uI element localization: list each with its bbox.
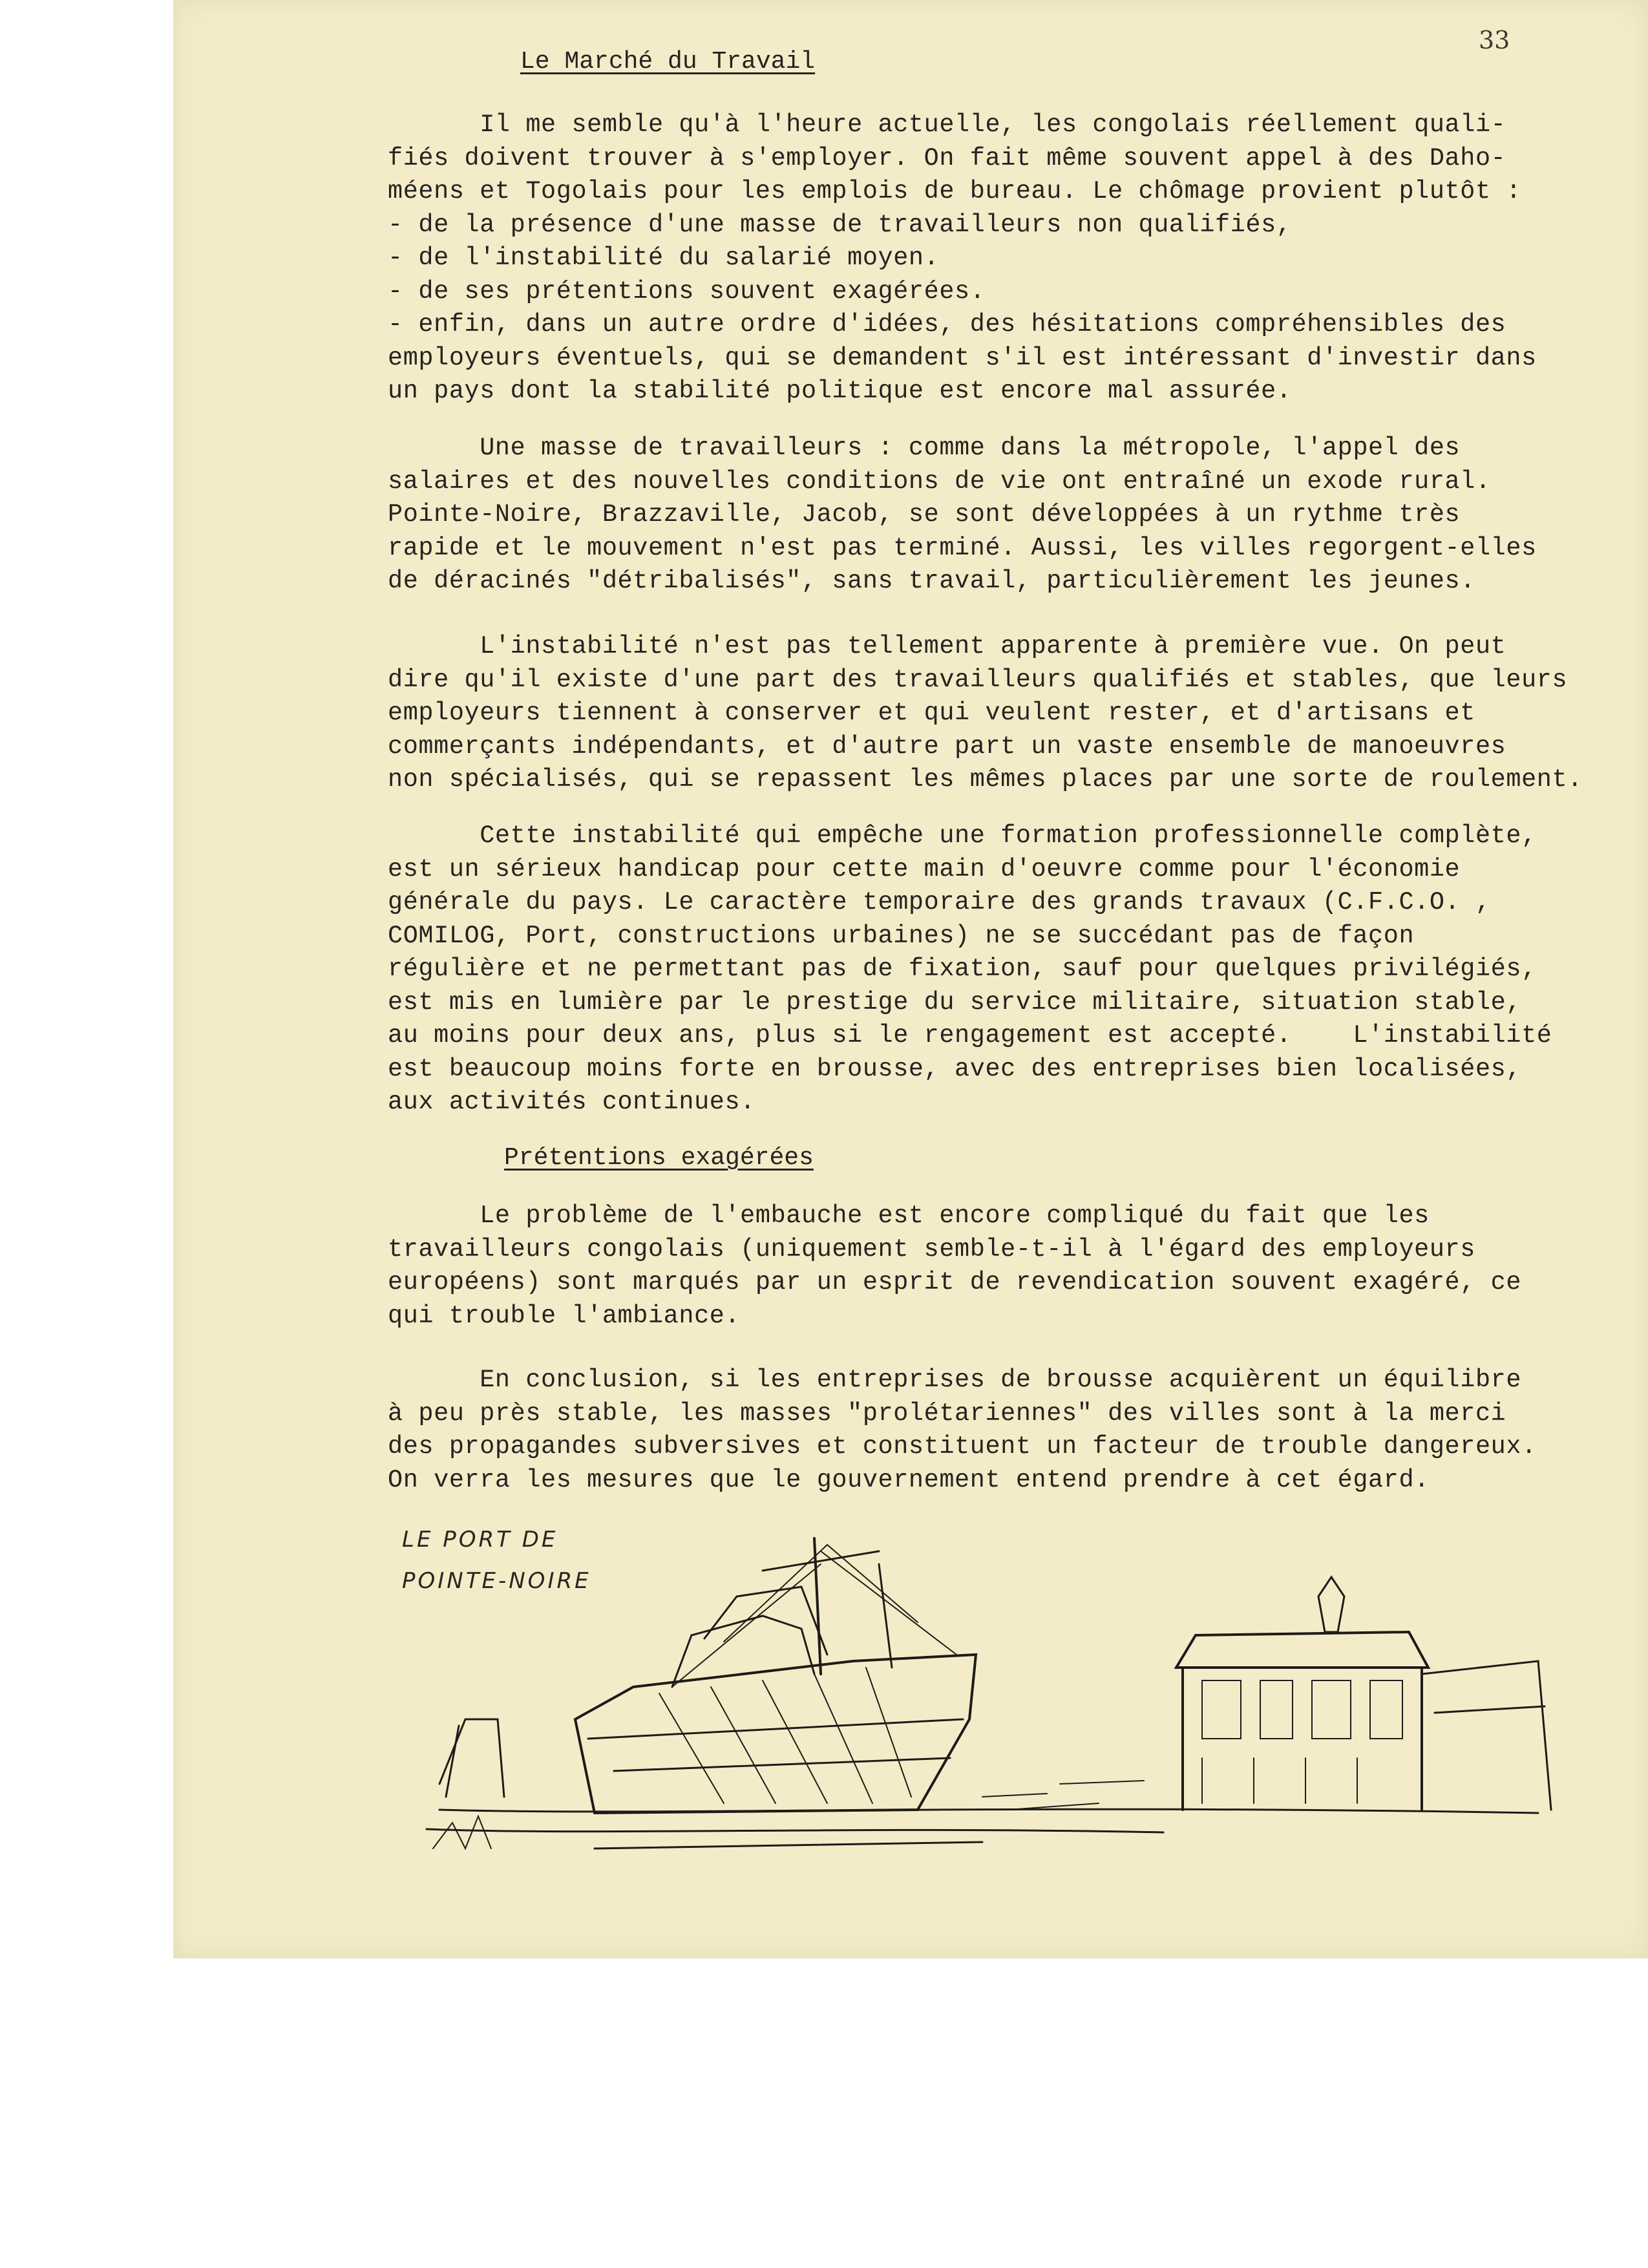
text-line: de déracinés "détribalisés", sans travail, particulièrement les jeunes. (388, 567, 1475, 595)
text-line: fiés doivent trouver à s'employer. On fait même souvent appel à des Daho- (388, 143, 1506, 173)
text-line: régulière et ne permettant pas de fixation, sauf pour quelques privilégiés, (388, 955, 1537, 983)
illustration-caption (402, 1519, 591, 1602)
text-line: commerçants indépendants, et d'autre part un vaste ensemble de manoeuvres (388, 732, 1506, 761)
text-line: dire qu'il existe d'une part des travailleurs qualifiés et stables, que leurs (388, 665, 1568, 694)
text-line: COMILOG, Port, constructions urbaines) ne se succédant pas de façon (388, 921, 1415, 950)
text-line: aux activités continues. (388, 1088, 755, 1116)
text-line: à peu près stable, les masses "prolétariennes" des villes sont à la merci (388, 1399, 1506, 1428)
text-line: salaires et des nouvelles conditions de vie ont entraîné un exode rural. (388, 467, 1491, 496)
text-line: Une masse de travailleurs : comme dans la métropole, l'appel des (388, 434, 1461, 462)
section2-paragraph-2 (388, 1364, 1616, 1497)
caption-line-2: POINTE-NOIRE (402, 1568, 591, 1594)
text-line: Il me semble qu'à l'heure actuelle, les congolais réellement quali- (388, 111, 1506, 139)
text-line: - enfin, dans un autre ordre d'idées, des hésitations compréhensibles des (388, 310, 1506, 339)
text-line: méens et Togolais pour les emplois de bureau. Le chômage provient plutôt : (388, 177, 1522, 206)
text-line: - de la présence d'une masse de travailleurs non qualifiés, (388, 210, 1292, 239)
section1-paragraph-3 (388, 630, 1616, 797)
text-line: employeurs éventuels, qui se demandent s'il est intéressant d'investir dans (388, 343, 1537, 372)
text-line: On verra les mesures que le gouvernement entend prendre à cet égard. (388, 1465, 1430, 1494)
text-line: est un sérieux handicap pour cette main d'oeuvre comme pour l'économie (388, 854, 1461, 884)
text-line: européens) sont marqués par un esprit de revendication souvent exagéré, ce (388, 1268, 1522, 1297)
text-line: employeurs tiennent à conserver et qui veulent rester, et d'artisans et (388, 699, 1475, 727)
text-line: est mis en lumière par le prestige du service militaire, situation stable, (388, 988, 1522, 1017)
text-line: générale du pays. Le caractère temporaire des grands travaux (C.F.C.O. , (388, 888, 1491, 917)
text-line: au moins pour deux ans, plus si le rengagement est accepté. L'instabilité (388, 1021, 1552, 1050)
section-title-pretentions: Prétentions exagérées (504, 1144, 814, 1172)
text-line: un pays dont la stabilité politique est encore mal assurée. (388, 377, 1292, 405)
text-line: qui trouble l'ambiance. (388, 1301, 741, 1330)
section1-paragraph-1 (388, 109, 1616, 408)
text-line: En conclusion, si les entreprises de brousse acquièrent un équilibre (388, 1366, 1522, 1394)
text-line: non spécialisés, qui se repassent les mêmes places par une sorte de roulement. (388, 765, 1583, 794)
text-line: Pointe-Noire, Brazzaville, Jacob, se sont développées à un rythme très (388, 500, 1461, 529)
section2-paragraph-1 (388, 1200, 1616, 1333)
text-line: rapide et le mouvement n'est pas terminé. Aussi, les villes regorgent-elles (388, 533, 1537, 562)
text-line: Cette instabilité qui empêche une formation professionnelle complète, (388, 821, 1537, 850)
text-line: L'instabilité n'est pas tellement apparente à première vue. On peut (388, 632, 1506, 661)
text-line: travailleurs congolais (uniquement semble-t-il à l'égard des employeurs (388, 1235, 1475, 1264)
text-line: Le problème de l'embauche est encore compliqué du fait que les (388, 1202, 1430, 1230)
text-line: - de ses prétentions souvent exagérées. (388, 277, 986, 306)
text-line: est beaucoup moins forte en brousse, avec des entreprises bien localisées, (388, 1054, 1522, 1083)
text-line: - de l'instabilité du salarié moyen. (388, 244, 940, 272)
text-line: des propagandes subversives et constituent un facteur de trouble dangereux. (388, 1432, 1537, 1461)
section1-paragraph-4 (388, 820, 1616, 1119)
section1-paragraph-2 (388, 432, 1616, 599)
section-title-marche-du-travail: Le Marché du Travail (520, 48, 816, 76)
page-number: 33 (1479, 26, 1510, 54)
caption-line-1: LE PORT DE (402, 1527, 558, 1553)
